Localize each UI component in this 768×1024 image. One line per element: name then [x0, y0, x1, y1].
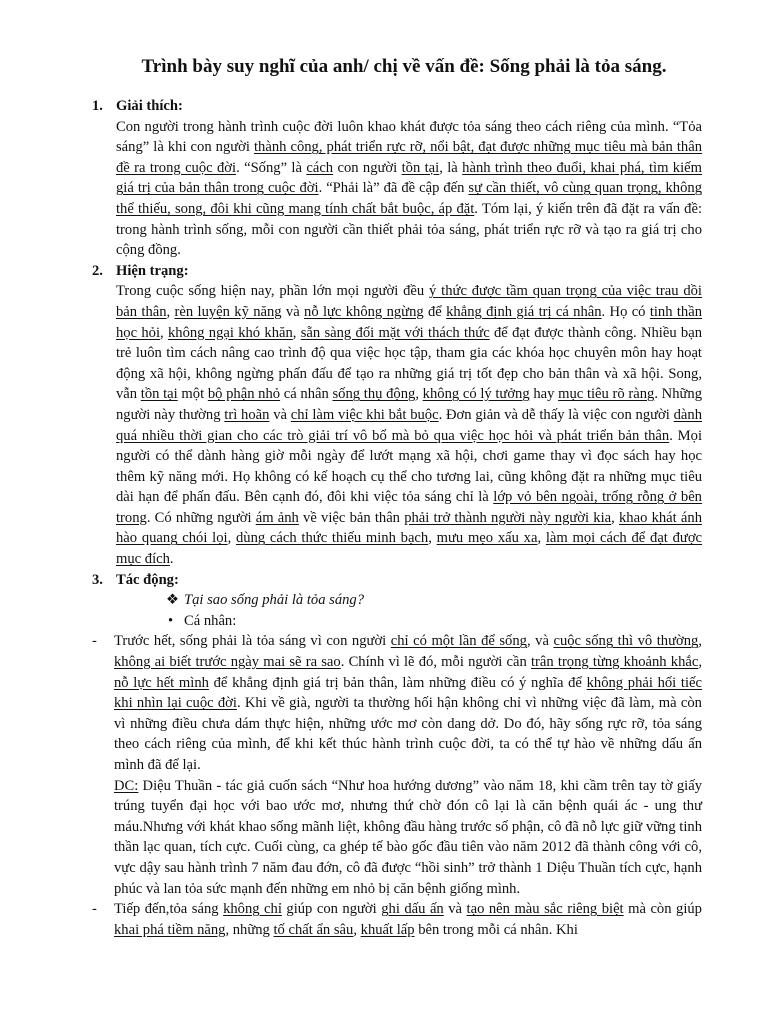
underlined-phrase: thành công, phát triển rực rỡ, nổi bật, đạt được những mục tiêu mà bản thân đề ra trong cuộc đời	[116, 139, 702, 176]
text-run: ,	[698, 633, 702, 650]
underlined-phrase: khai phá tiềm năng	[114, 921, 226, 938]
example-label: DC:	[114, 777, 139, 794]
underlined-phrase: hành trình theo đuổi, khai phá, tìm kiếm giá trị của bản thân trong cuộc đời	[116, 159, 702, 197]
text-run: và	[281, 303, 305, 320]
section-number: 1.	[92, 98, 103, 114]
diamond-bullet-icon: ❖	[166, 592, 180, 609]
underlined-phrase: không ai biết trước ngày mai sẽ ra sao	[114, 654, 341, 671]
underlined-phrase: sống thụ động	[332, 386, 416, 403]
underlined-phrase: cuộc sống thì vô thường	[553, 633, 699, 650]
text-run: . “Phải là” đã đề cập đến	[318, 180, 469, 197]
dash-item-2	[92, 899, 702, 940]
text-run: .	[169, 551, 174, 568]
text-run: Trong cuộc sống hiện nay, phần lớn mọi người đều	[116, 283, 430, 300]
text-run: . Đơn giản và dễ thấy là việc con người	[438, 406, 674, 423]
underlined-phrase: ý thức được tầm quan trọng của việc trau dồi bản thân	[116, 283, 702, 320]
text-run: để đạt được thành công. Nhiều bạn trẻ luôn tìm cách nâng cao trình độ qua việc học tập, tham gia các khóa học chuyên môn hay hoạt động xã hội, không ngừng phấn đấu để tạo ra những giá trị tốt đẹp cho bản thân và xã hội. Song, vẫn	[116, 324, 702, 403]
text-run: . Những người này thường	[116, 386, 703, 423]
text-run: . Chính vì lẽ đó, mỗi người cần	[340, 654, 531, 671]
section-paragraph	[116, 117, 702, 261]
dash-bullet-icon: -	[92, 633, 97, 650]
document-title: Trình bày suy nghĩ của anh/ chị về vấn đề: Sống phải là tỏa sáng.	[141, 56, 667, 77]
text-run: và	[443, 901, 467, 918]
underlined-phrase: tạo nên màu sắc riêng biệt	[466, 901, 624, 918]
underlined-phrase: làm mọi cách để đạt được mục đích	[116, 530, 703, 568]
bullet-item	[116, 611, 702, 632]
section-current-state	[92, 261, 703, 570]
underlined-phrase: bộ phận nhỏ	[207, 386, 281, 403]
underlined-phrase: ám ảnh	[255, 509, 299, 526]
text-run: . Mọi người có thể dành hàng giờ mỗi ngày để lướt mạng xã hội, chơi game thay vì đọc sách hay học thêm kỹ năng mới. Họ không có kế hoạch cụ thể cho tương lai, cũng không đặt ra những mục tiêu dài hạn để phấn đấu. Bên cạnh đó, đôi khi việc tỏa sáng chỉ là	[116, 427, 703, 506]
section-number: 2.	[92, 262, 103, 279]
underlined-phrase: không ngại khó khăn	[167, 324, 293, 341]
text-run: hay	[529, 386, 559, 403]
text-run: cá nhân	[280, 386, 333, 403]
text-run: , là	[439, 159, 463, 176]
section-paragraph	[116, 281, 702, 569]
text-run: mà còn giúp	[623, 901, 702, 918]
text-run: . “Sống” là	[236, 159, 307, 176]
underlined-phrase: nỗ lực không ngừng	[304, 303, 424, 320]
section-impact	[92, 570, 702, 591]
underlined-phrase: mưu mẹo xấu xa	[436, 530, 538, 547]
text-run: giúp con người	[281, 901, 382, 918]
example-text: Diệu Thuần - tác giả cuốn sách “Như hoa hướng dương” vào năm 18, khi cầm trên tay tờ giấy trúng tuyển đại học với bao ước mơ, nhưng thứ chờ đón cô lại là căn bệnh quái ác - ung thư máu.Nhưng với khát khao sống mãnh liệt, không đầu hàng trước số phận, cô đã nỗ lực giữ vững tinh thần lạc quan, tích cực. Cuối cùng, ca ghép tế bào gốc đầu tiên vào năm 2012 đã thành công với cô, vực dậy sau hành trình 7 năm đau đớn, cô đã được “hồi sinh” trở thành 1 Diệu Thuần tích cực, hạnh phúc và lan tỏa sức mạnh đến những em nhỏ bị căn bệnh giống mình.	[114, 777, 702, 897]
section-heading: Giải thích:	[116, 98, 183, 114]
underlined-phrase: không có lý tưởng	[422, 386, 530, 403]
text-run: để khẳng định giá trị bản thân, làm những điều có ý nghĩa để	[208, 674, 587, 691]
text-run: và	[269, 406, 291, 423]
text-run: Trước hết, sống phải là tỏa sáng vì con người	[114, 633, 391, 650]
underlined-phrase: lớp vỏ bên ngoài, trống rỗng ở bên trong	[116, 489, 702, 526]
text-run: ,	[227, 530, 236, 547]
underlined-phrase: trì hoãn	[224, 406, 270, 423]
text-run: , những	[225, 921, 274, 938]
underlined-phrase: dành quá nhiều thời gian cho các trò giải trí vô bổ mà bỏ qua việc học hỏi và phát triển bản thân	[116, 406, 702, 444]
dash-paragraph	[114, 631, 702, 775]
underlined-phrase: rèn luyện kỹ năng	[174, 303, 282, 320]
text-run: ,	[292, 324, 301, 341]
underlined-phrase: không phải hối tiếc khi nhìn lại cuộc đời	[114, 674, 702, 712]
underlined-phrase: trân trọng từng khoảnh khắc	[531, 654, 699, 671]
underlined-phrase: tinh thần học hỏi	[116, 303, 702, 341]
text-run: , và	[526, 633, 554, 650]
underlined-phrase: mục tiêu rõ ràng	[558, 386, 655, 403]
section-heading: Hiện trạng:	[116, 262, 189, 279]
text-run: bên trong mỗi cá nhân. Khi	[414, 921, 578, 938]
text-run: ,	[166, 303, 175, 320]
text-run: Con người trong hành trình cuộc đời luôn khao khát được tỏa sáng theo cách riêng của mình. “Tỏa sáng” là khi con người	[116, 118, 702, 156]
underlined-phrase: dùng cách thức thiếu minh bạch	[235, 530, 429, 547]
underlined-phrase: tồn tại	[401, 159, 440, 176]
text-run: . Có những người	[146, 509, 256, 526]
dot-bullet-icon: •	[168, 612, 174, 629]
text-run: ,	[611, 509, 619, 526]
text-run: . Họ có	[601, 303, 650, 320]
bullet-text: Cá nhân:	[184, 612, 237, 629]
text-run: Tiếp đến,tỏa sáng	[114, 901, 224, 918]
dash-paragraph	[114, 899, 702, 940]
underlined-phrase: chỉ làm việc khi bắt buộc	[290, 406, 439, 423]
text-run: ,	[428, 530, 437, 547]
underlined-phrase: sẵn sàng đối mặt với thách thức	[300, 324, 490, 341]
underlined-phrase: chỉ có một lần để sống	[390, 633, 527, 650]
dash-item-1	[92, 631, 702, 899]
section-heading: Tác động:	[116, 571, 179, 588]
underlined-phrase: khẳng định giá trị cá nhân	[446, 303, 602, 320]
text-run: . Khi về già, người ta thường hối hận không chỉ vì những việc đã làm, mà còn vì những điều chưa dám thực hiện, những ước mơ còn dang dở. Do đó, hãy sống rực rỡ, tỏa sáng theo cách riêng của mình, để khi kết thúc hành trình cuộc đời, ta có thể tự hào về những dấu ấn mình đã để lại.	[114, 695, 702, 773]
example-paragraph	[114, 776, 702, 900]
dash-bullet-icon: -	[92, 901, 97, 918]
section-number: 3.	[92, 571, 103, 588]
text-run: ,	[415, 386, 423, 403]
text-run: một	[177, 386, 208, 403]
text-run: để	[423, 303, 447, 320]
underlined-phrase: ghi dấu ấn	[381, 901, 444, 918]
section-explanation	[92, 96, 702, 261]
underlined-phrase: không chỉ	[223, 901, 282, 918]
underlined-phrase: khuất lấp	[360, 921, 415, 938]
text-run: ,	[537, 530, 546, 547]
underlined-phrase: khao khát ánh hào quang chói lọi	[116, 509, 702, 547]
text-run: . Tóm lại, ý kiến trên đã đặt ra vấn đề: trong hành trình sống, mỗi con người cần thiết phải tỏa sáng, phát triển rực rỡ và tạo ra giá trị cho cộng đồng.	[116, 200, 702, 259]
text-run: ,	[160, 324, 168, 341]
underlined-phrase: tồn tại	[140, 386, 178, 403]
question-text: Tại sao sống phải là tỏa sáng?	[184, 592, 365, 609]
underlined-phrase: tố chất ẩn sâu	[273, 921, 354, 938]
underlined-phrase: sự cần thiết, vô cùng quan trọng, không thể thiếu, song, đôi khi cũng mang tính chất bắt buộc, áp đặt	[116, 180, 702, 217]
underlined-phrase: phải trở thành người này người kia	[404, 509, 612, 526]
text-run: ,	[698, 654, 703, 671]
underlined-phrase: cách	[306, 159, 334, 176]
text-run: con người	[333, 159, 402, 176]
text-run: ,	[353, 921, 361, 938]
underlined-phrase: nỗ lực hết mình	[114, 674, 209, 691]
text-run: về việc bản thân	[298, 509, 405, 526]
question-item	[116, 590, 702, 611]
